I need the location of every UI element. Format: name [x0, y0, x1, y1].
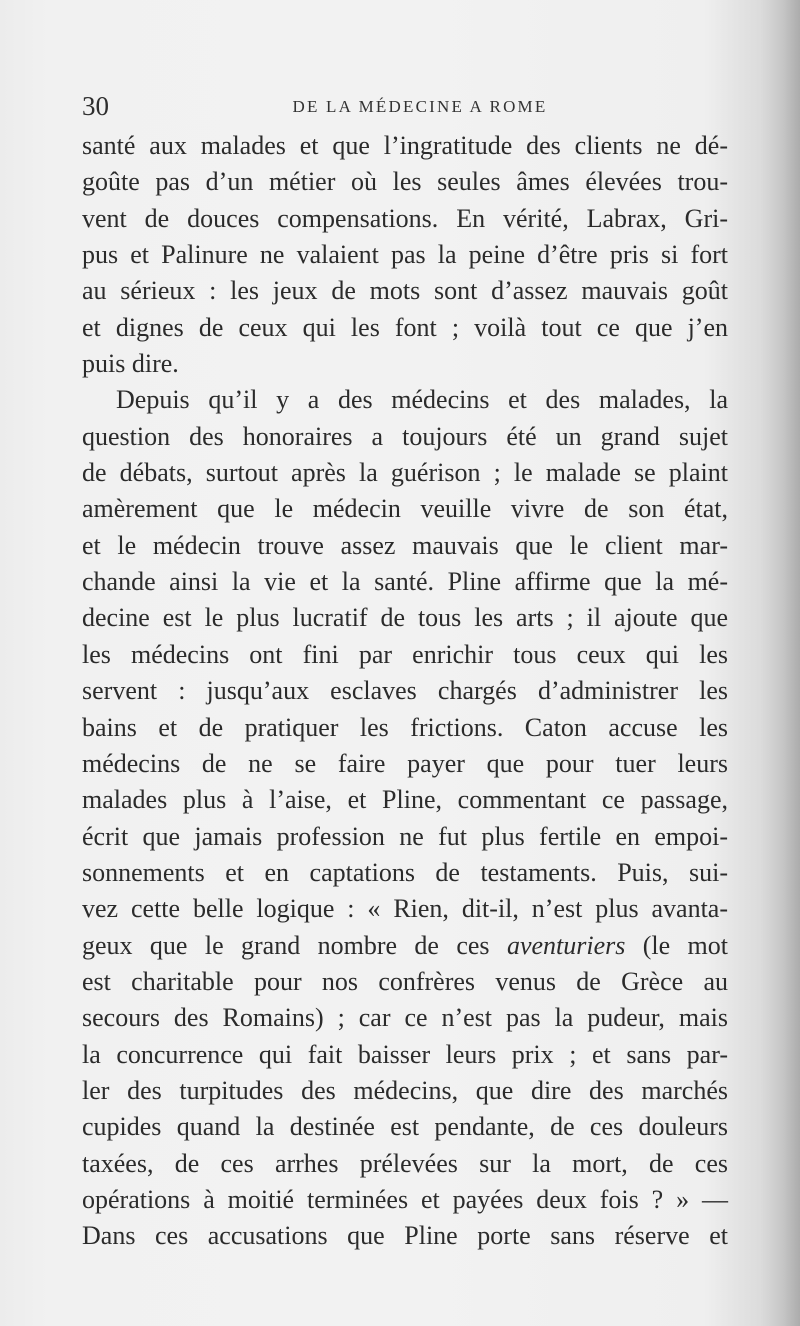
text-line: la concurrence qui fait baisser leurs prix ; et sans par-	[82, 1039, 728, 1069]
text-line: et dignes de ceux qui les font ; voilà tout ce que j’en	[82, 312, 728, 342]
running-title: DE LA MÉDECINE A ROME	[292, 97, 548, 116]
text-line: pus et Palinure ne valaient pas la peine d’être pris si fort	[82, 240, 728, 270]
text-line: santé aux malades et que l’ingratitude des clients ne dé-	[82, 131, 728, 160]
page-edge-shadow	[760, 0, 800, 1326]
text-line: servent : jusqu’aux esclaves chargés d’administrer les	[82, 676, 728, 706]
text-line: vez cette belle logique : « Rien, dit-il, n’est plus avanta-	[82, 894, 728, 924]
text-line: secours des Romains) ; car ce n’est pas la pudeur, mais	[82, 1003, 728, 1033]
text-line: et le médecin trouve assez mauvais que le client mar-	[82, 530, 728, 560]
text-line: les médecins ont fini par enrichir tous ceux qui les	[82, 639, 728, 669]
text-line: cupides quand la destinée est pendante, de ces douleurs	[82, 1112, 728, 1142]
text-line: médecins de ne se faire payer que pour tuer leurs	[82, 748, 728, 778]
text-line: amèrement que le médecin veuille vivre de son état,	[82, 494, 728, 524]
text-line: malades plus à l’aise, et Pline, commentant ce passage,	[82, 785, 728, 815]
text-line: decine est le plus lucratif de tous les arts ; il ajoute que	[82, 603, 728, 633]
text-line: écrit que jamais profession ne fut plus fertile en empoi-	[82, 821, 728, 851]
text-line: de débats, surtout après la guérison ; le malade se plaint	[82, 458, 728, 488]
paragraph-end-line: puis dire.	[82, 349, 179, 379]
text-line: taxées, de ces arrhes prélevées sur la mort, de ces	[82, 1148, 728, 1178]
text-line: ler des turpitudes des médecins, que dire des marchés	[82, 1075, 728, 1105]
body-text	[82, 128, 728, 1255]
text-line-mixed	[82, 928, 728, 964]
text-line: goûte pas d’un métier où les seules âmes élevées trou-	[82, 167, 728, 197]
text-line: Dans ces accusations que Pline porte sans réserve et	[82, 1221, 728, 1251]
text-line: est charitable pour nos confrères venus de Grèce au	[82, 966, 728, 996]
text-line: vent de douces compensations. En vérité, Labrax, Gri-	[82, 203, 728, 233]
text-line: question des honoraires a toujours été un grand sujet	[82, 421, 728, 451]
text-line: chande ainsi la vie et la santé. Pline affirme que la mé-	[82, 567, 728, 597]
page-header	[82, 88, 728, 124]
italic-word: aventuriers	[506, 930, 626, 960]
page-number: 30	[82, 91, 109, 121]
text-line: au sérieux : les jeux de mots sont d’assez mauvais goût	[82, 276, 728, 306]
text-line: opérations à moitié terminées et payées deux fois ? » —	[82, 1184, 728, 1214]
text-line: sonnements et en captations de testaments. Puis, sui-	[82, 857, 728, 887]
text-segment: (le mot	[642, 930, 729, 960]
text-segment: geux que le grand nombre de ces	[82, 930, 490, 960]
paragraph-start-line: Depuis qu’il y a des médecins et des malades, la	[116, 385, 728, 415]
text-line: bains et de pratiquer les frictions. Caton accuse les	[82, 712, 728, 742]
